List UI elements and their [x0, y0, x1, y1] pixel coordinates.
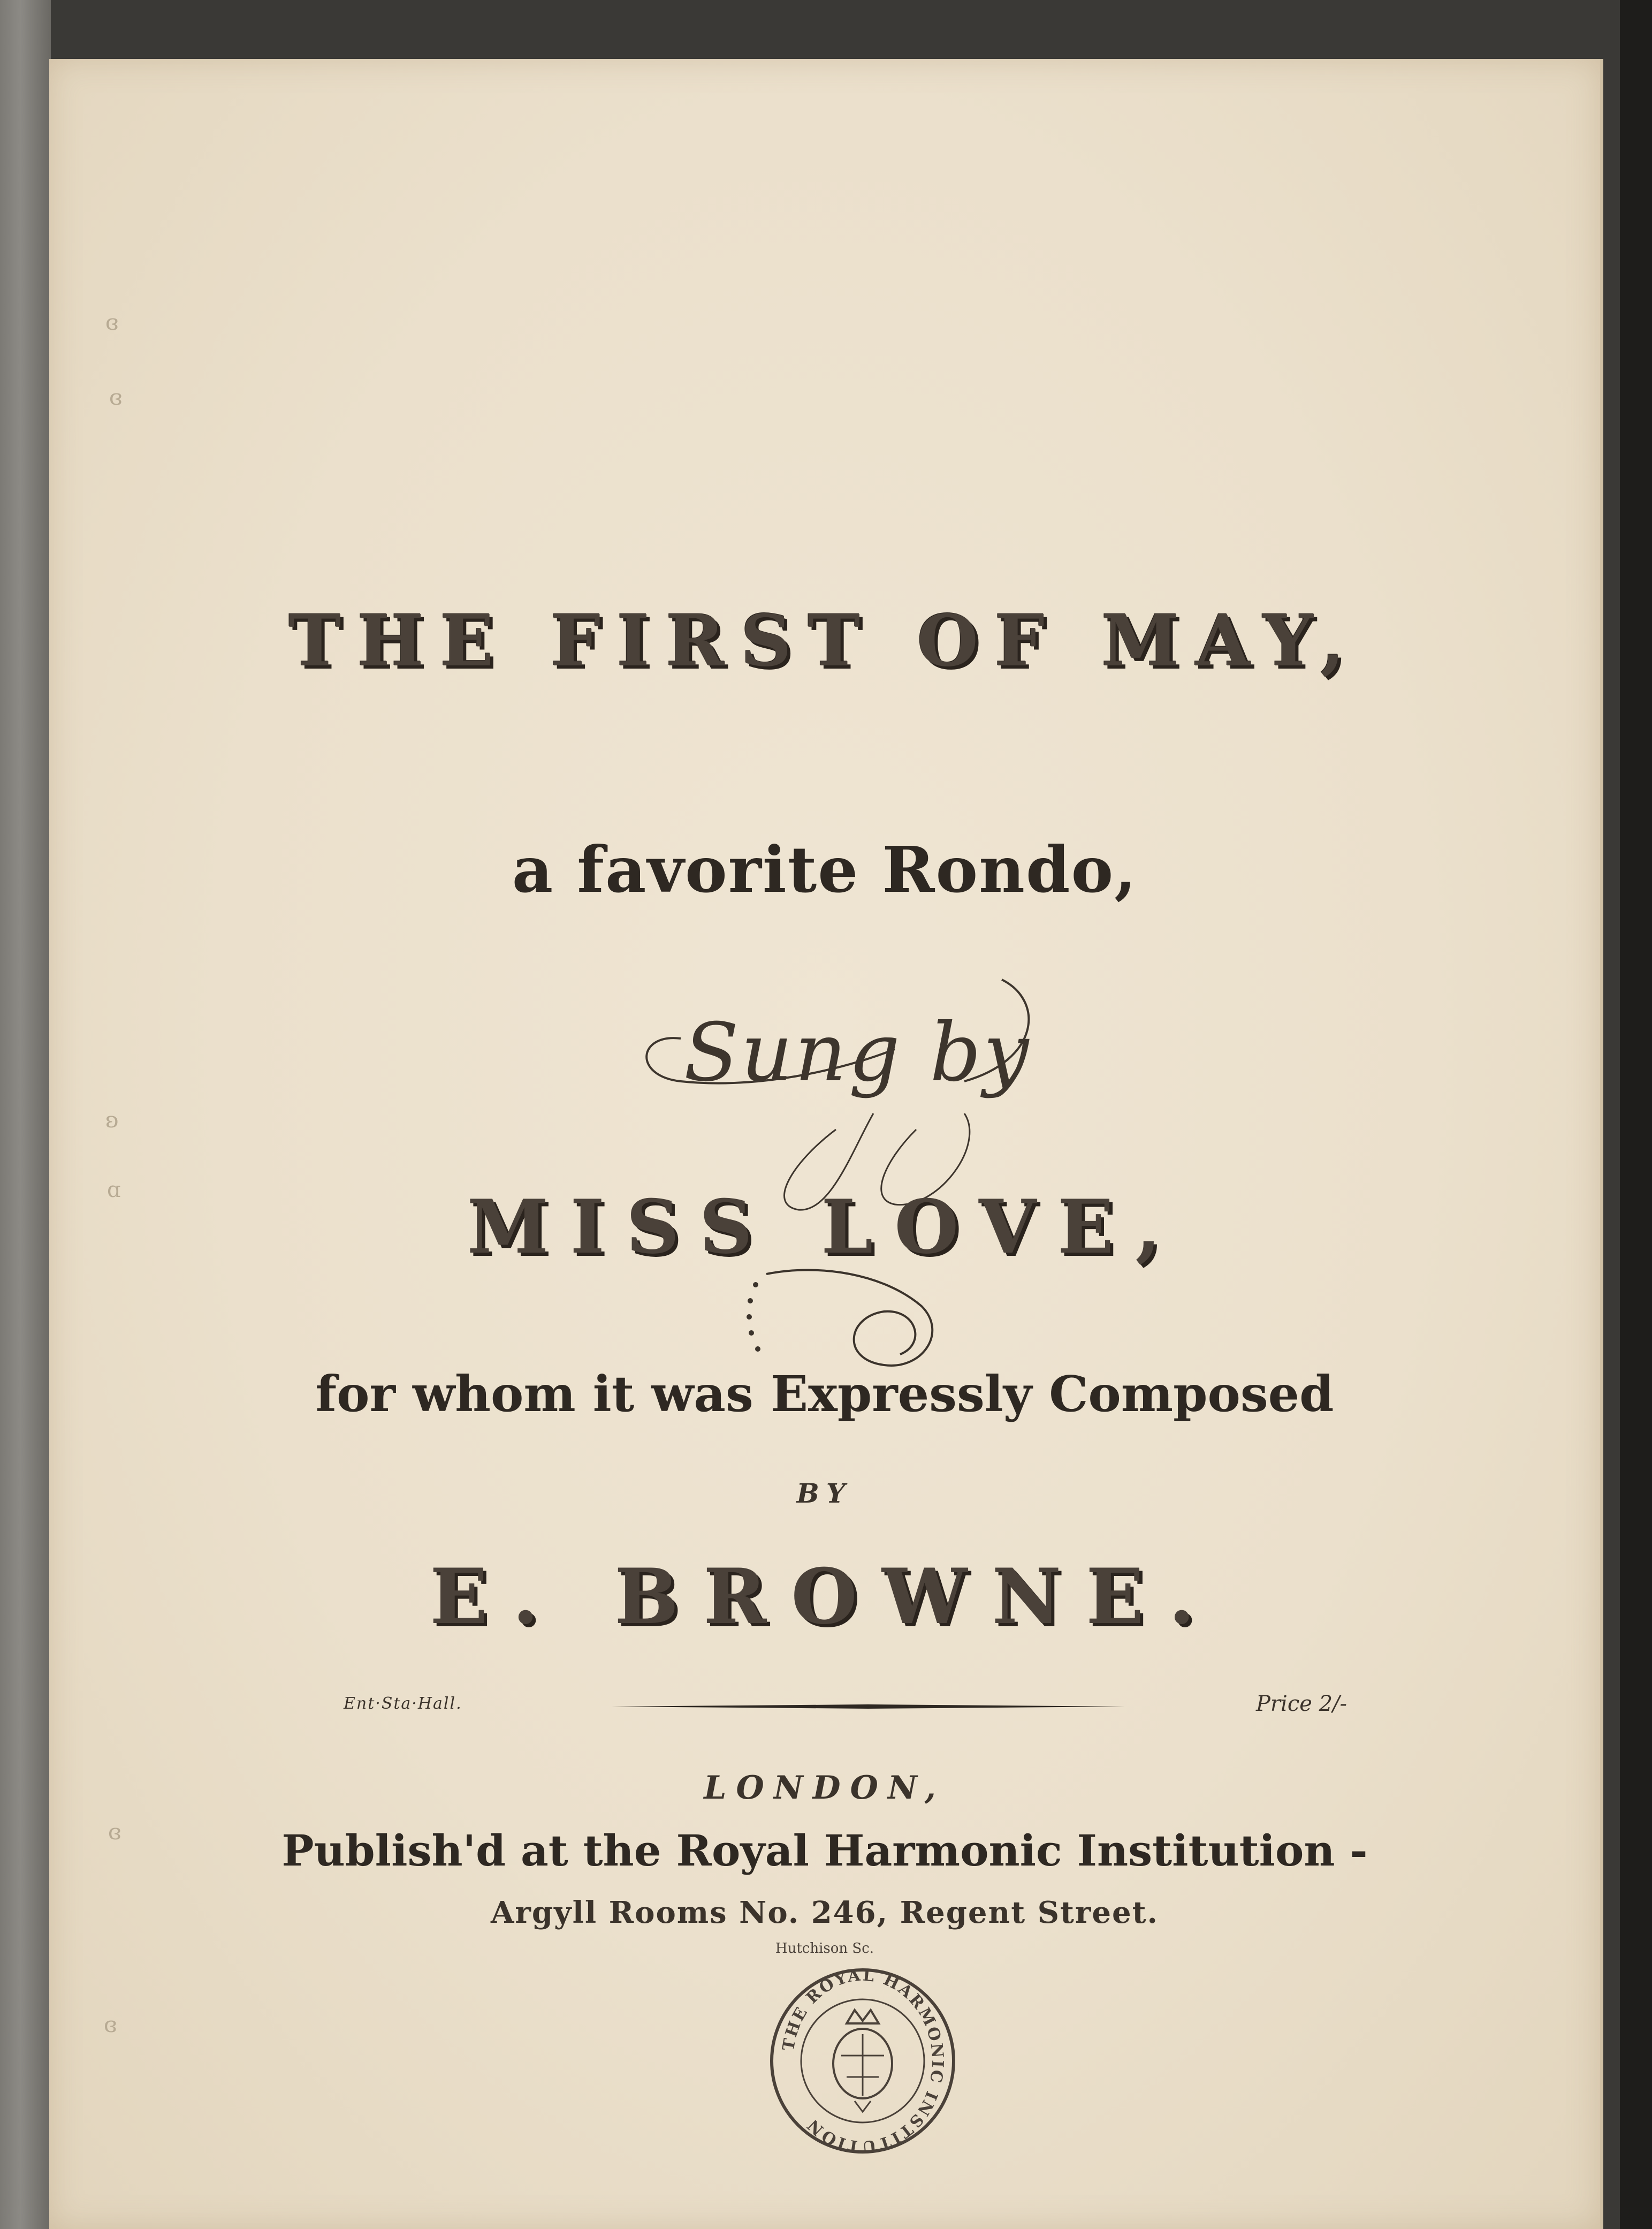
page-title: THE FIRST OF MAY,	[288, 600, 1361, 683]
engraver-credit: Hutchison Sc.	[775, 1940, 874, 1957]
institution-stamp-icon	[761, 1965, 964, 2157]
margin-mark: ɞ	[104, 2013, 117, 2037]
binding-strip	[0, 0, 51, 2229]
composer-name: E. BROWNE.	[430, 1552, 1220, 1641]
singer-name: MISS LOVE,	[467, 1183, 1183, 1270]
price-label: Price 2/-	[1256, 1692, 1348, 1716]
margin-mark: ɑ	[107, 1178, 121, 1202]
dedication: for whom it was Expressly Composed	[315, 1365, 1334, 1423]
by-label: BY	[796, 1477, 853, 1509]
subtitle: a favorite Rondo,	[512, 832, 1138, 907]
title-page	[49, 59, 1603, 2229]
margin-mark: ɞ	[105, 310, 119, 335]
sung-by-text: Sung by	[683, 1006, 1031, 1100]
sung-by-flourish	[616, 969, 1098, 1215]
imprint-address: Argyll Rooms No. 246, Regent Street.	[490, 1895, 1159, 1930]
margin-mark: ʚ	[105, 1108, 119, 1133]
divider-rule	[611, 1704, 1125, 1709]
right-edge	[1620, 0, 1652, 2229]
margin-mark: ɞ	[109, 385, 123, 410]
imprint-city: LONDON,	[704, 1769, 946, 1807]
margin-mark: ɞ	[108, 1820, 121, 1845]
stationers-hall-entry: Ent·Sta·Hall.	[344, 1694, 462, 1713]
svg-text:THE ROYAL HARMONIC INSTITUTION: THE ROYAL HARMONIC INSTITUTION	[779, 1966, 947, 2156]
imprint-publisher: Publish'd at the Royal Harmonic Institution -	[281, 1825, 1368, 1876]
